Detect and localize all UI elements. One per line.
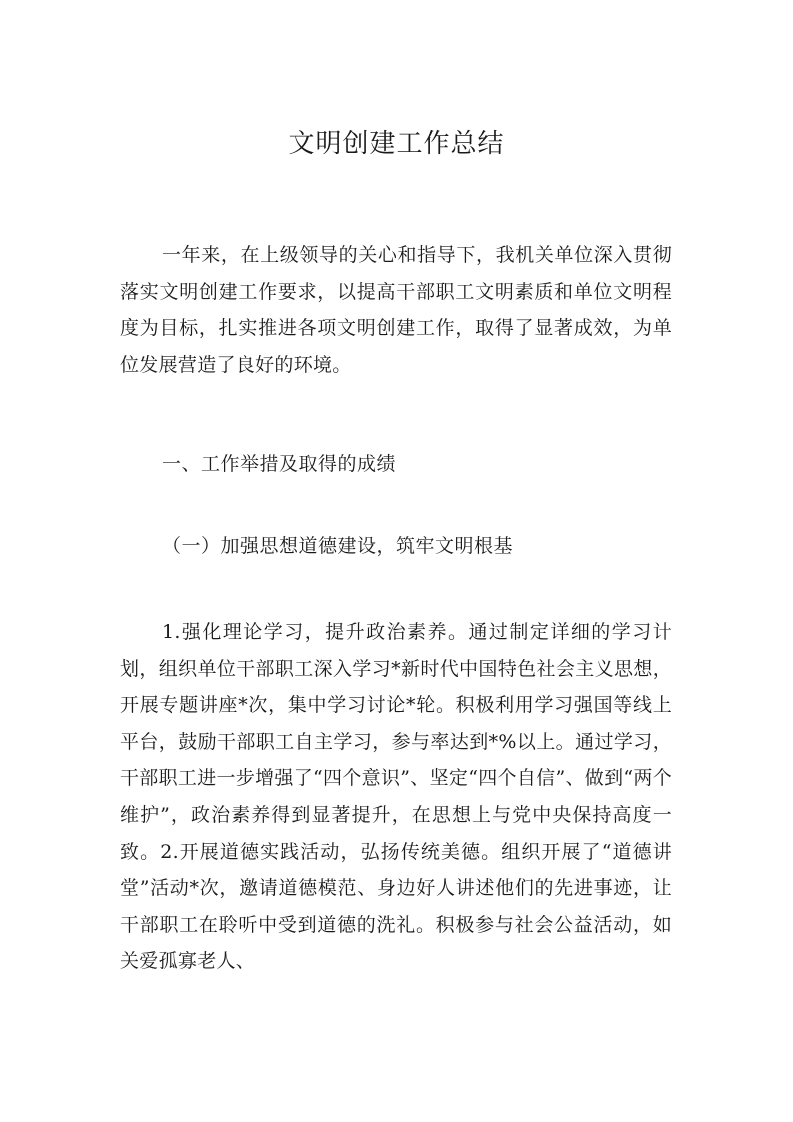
intro-paragraph: 一年来，在上级领导的关心和指导下，我机关单位深入贯彻落实文明创建工作要求，以提高干部职工文明素质和单位文明程度为目标，扎实推进各项文明创建工作，取得了显著成效，为单位发展营造了良好的环境。: [120, 244, 672, 376]
section-heading-1: 一、工作举措及取得的成绩: [162, 453, 397, 475]
subsection-heading-1: （一）加强思想道德建设，筑牢文明根基: [162, 535, 514, 557]
document-title: 文明创建工作总结: [288, 129, 505, 159]
body-paragraph: 1.强化理论学习，提升政治素养。通过制定详细的学习计划，组织单位干部职工深入学习*新时代中国特色社会主义思想，开展专题讲座*次，集中学习讨论*轮。积极利用学习强国等线上平台，鼓励干部职工自主学习，参与率达到*%以上。通过学习，干部职工进一步增强了“四个意识”、坚定“四个自信”、做到“两个维护”，政治素养得到显著提升，在思想上与党中央保持高度一致。2.开展道德实践活动，弘扬传统美德。组织开展了“道德讲堂”活动*次，邀请道德模范、身边好人讲述他们的先进事迹，让干部职工在聆听中受到道德的洗礼。积极参与社会公益活动，如关爱孤寡老人、: [120, 621, 672, 973]
